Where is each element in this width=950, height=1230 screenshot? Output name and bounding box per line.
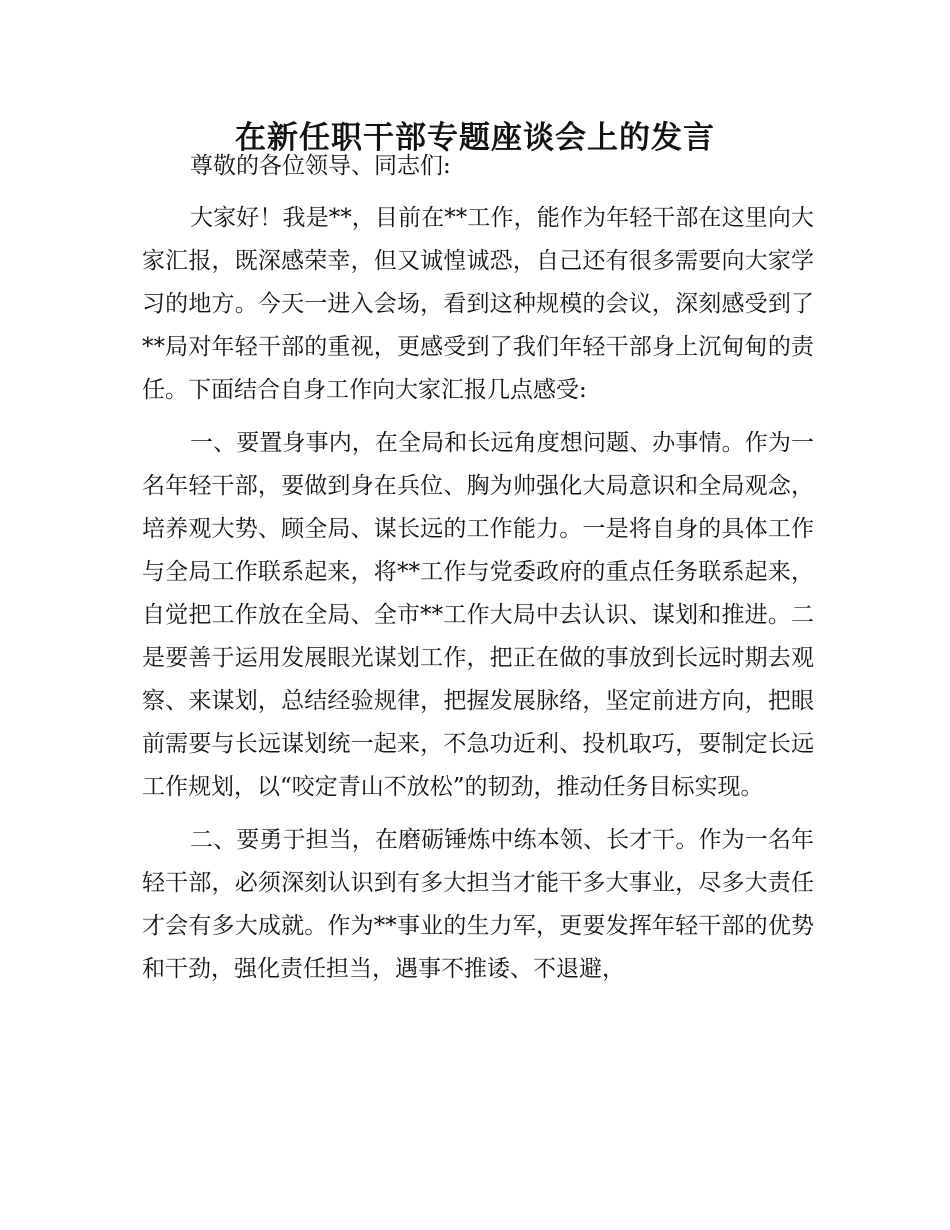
document-title: 在新任职干部专题座谈会上的发言 <box>235 120 715 156</box>
document-body <box>142 197 814 991</box>
paragraph-point-one: 一、要置身事内，在全局和长远角度想问题、办事情。作为一名年轻干部，要做到身在兵位、胸为帅强化大局意识和全局观念，培养观大势、顾全局、谋长远的工作能力。一是将自身的具体工作与全局工作联系起来，将**工作与党委政府的重点任务联系起来，自觉把工作放在全局、全市**工作大局中去认识、谋划和推进。二是要善于运用发展眼光谋划工作，把正在做的事放到长远时期去观察、来谋划，总结经验规律，把握发展脉络，坚定前进方向，把眼前需要与长远谋划统一起来，不急功近利、投机取巧，要制定长远工作规划，以“咬定青山不放松”的韧劲，推动任务目标实现。 <box>142 430 814 800</box>
paragraph-intro: 大家好！我是**，目前在**工作，能作为年轻干部在这里向大家汇报，既深感荣幸，但又诚惶诚恐，自己还有很多需要向大家学习的地方。今天一进入会场，看到这种规模的会议，深刻感受到了**局对年轻干部的重视，更感受到了我们年轻干部身上沉甸甸的责任。下面结合自身工作向大家汇报几点感受: <box>142 205 814 403</box>
salutation: 尊敬的各位领导、同志们: <box>190 153 451 179</box>
paragraph-point-two: 二、要勇于担当，在磨砺锤炼中练本领、长才干。作为一名年轻干部，必须深刻认识到有多大担当才能干多大事业，尽多大责任才会有多大成就。作为**事业的生力军，更要发挥年轻干部的优势和干劲，强化责任担当，遇事不推诿、不退避， <box>142 827 814 982</box>
